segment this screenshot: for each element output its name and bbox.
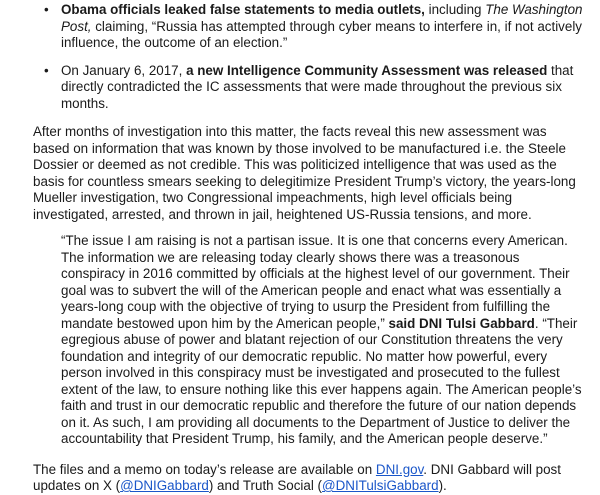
footer-text: ) and Truth Social (	[208, 478, 323, 493]
bullet-dot: •	[44, 2, 49, 17]
truth-social-handle-link[interactable]: @DNITulsiGabbard	[322, 478, 439, 493]
publication-name: The Washington Post,	[61, 2, 583, 34]
bullet-item-leaked-statements	[33, 2, 584, 52]
body-paragraph: After months of investigation into this matter, the facts reveal this new assessment was based on information that was known by those involved to be manufactured i.e. the Steele Dossier or deemed as not credible. This was politicized intelligence that was used as the basis for countless smears seeking to delegitimize President Trump’s victory, the years-long Mueller investigation, two Congressional impeachments, high level officials being investigated, arrested, and thrown in jail, heightened US-Russia tensions, and more.	[33, 124, 576, 222]
bullet-text: including	[424, 2, 486, 17]
quote-attribution-end: .	[534, 315, 539, 331]
bullet-text: that directly contradicted the IC assessments that were made throughout the previous six months.	[61, 62, 574, 111]
footer-text: ).	[438, 478, 447, 493]
bullet-item-new-assessment	[33, 63, 584, 113]
quote-attribution: said DNI Tulsi Gabbard	[384, 315, 535, 331]
bullet-dot: •	[44, 62, 49, 78]
quote-part-2: “Their egregious abuse of power and blatant rejection of our Constitution threatens the very foundation and integrity of our democratic republic. No matter how powerful, every person involved in this conspiracy must be investigated and prosecuted to the fullest extent of the law, to ensure nothing like this ever happens again. The American people’s faith and trust in our democratic republic and therefore the future of our nation depends on it. As such, I am providing all documents to the Department of Justice to deliver the accountability that President Trump, his family, and the American people deserve.”	[61, 315, 582, 446]
bullet-text: claiming, “Russia has attempted through cyber means to interfere in, if not actively influence, the outcome of an election.”	[61, 18, 582, 50]
dni-gov-link[interactable]: DNI.gov	[375, 461, 424, 477]
bullet-bold-text: Obama officials leaked false statements to media outlets,	[61, 2, 425, 17]
bullet-bold-text: a new Intelligence Community Assessment was released	[186, 62, 548, 78]
footer-paragraph	[33, 462, 584, 495]
bullet-list	[33, 2, 584, 112]
gabbard-quote	[61, 233, 584, 448]
footer-text: The files and a memo on today’s release are available on	[33, 461, 376, 477]
quote-part-1: “The issue I am raising is not a partisan issue. It is one that concerns every American. The information we are releasing today clearly shows there was a treasonous conspiracy in 2016 committed by officials at the highest level of our government. Their goal was to subvert the will of the American people and enact what was essentially a years-long coup with the objective of trying to usurp the President from fulfilling the mandate bestowed upon him by the American people,”	[61, 233, 570, 331]
footer-text: . DNI Gabbard will post updates on X (	[33, 461, 561, 493]
bullet-text: On January 6, 2017,	[61, 62, 187, 78]
x-handle-link[interactable]: @DNIGabbard	[120, 478, 209, 493]
